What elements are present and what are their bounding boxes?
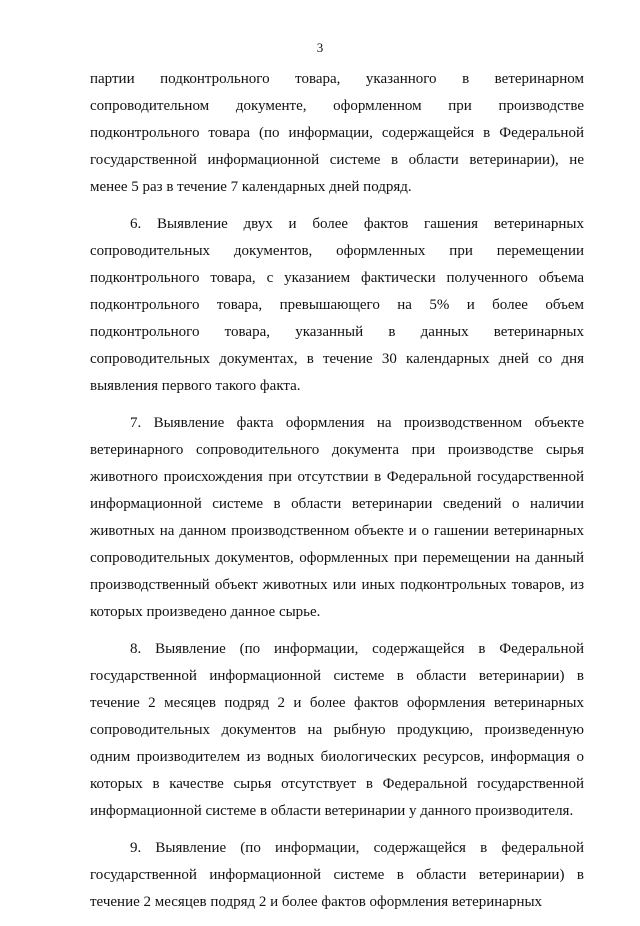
document-body (90, 66, 584, 926)
paragraph-item-7: 7. Выявление факта оформления на производственном объекте ветеринарного сопроводительного документа при производстве сырья животного происхождения при отсутствии в Федеральной государственной информационной системе в области ветеринарии сведений о наличии животных на данном производственном объекте и о гашении ветеринарных сопроводительных документов, оформленных при перемещении на данный производственный объект животных или иных подконтрольных товаров, из которых произведено данное сырье. (90, 415, 584, 620)
paragraph-item-6: 6. Выявление двух и более фактов гашения ветеринарных сопроводительных документов, оформленных при перемещении подконтрольного товара, с указанием фактически полученного объема подконтрольного товара, превышающего на 5% и более объем подконтрольного товара, указанный в данных ветеринарных сопроводительных документах, в течение 30 календарных дней со дня выявления первого такого факта. (90, 216, 584, 394)
paragraph-item-8: 8. Выявление (по информации, содержащейся в Федеральной государственной информационной системе в области ветеринарии) в течение 2 месяцев подряд 2 и более фактов оформления ветеринарных сопроводительных документов на рыбную продукцию, произведенную одним производителем из водных биологических ресурсов, информация о которых в качестве сырья отсутствует в Федеральной государственной информационной системе в области ветеринарии у данного производителя. (90, 641, 584, 819)
paragraph-item-9: 9. Выявление (по информации, содержащейся в федеральной государственной информационной системе в области ветеринарии) в течение 2 месяцев подряд 2 и более фактов оформления ветеринарных (90, 840, 584, 910)
page-number: 3 (316, 40, 324, 55)
paragraph-continuation: партии подконтрольного товара, указанного в ветеринарном сопроводительном документе, оформленном при производстве подконтрольного товара (по информации, содержащейся в Федеральной государственной информационной системе в области ветеринарии), не менее 5 раз в течение 7 календарных дней подряд. (90, 71, 584, 195)
